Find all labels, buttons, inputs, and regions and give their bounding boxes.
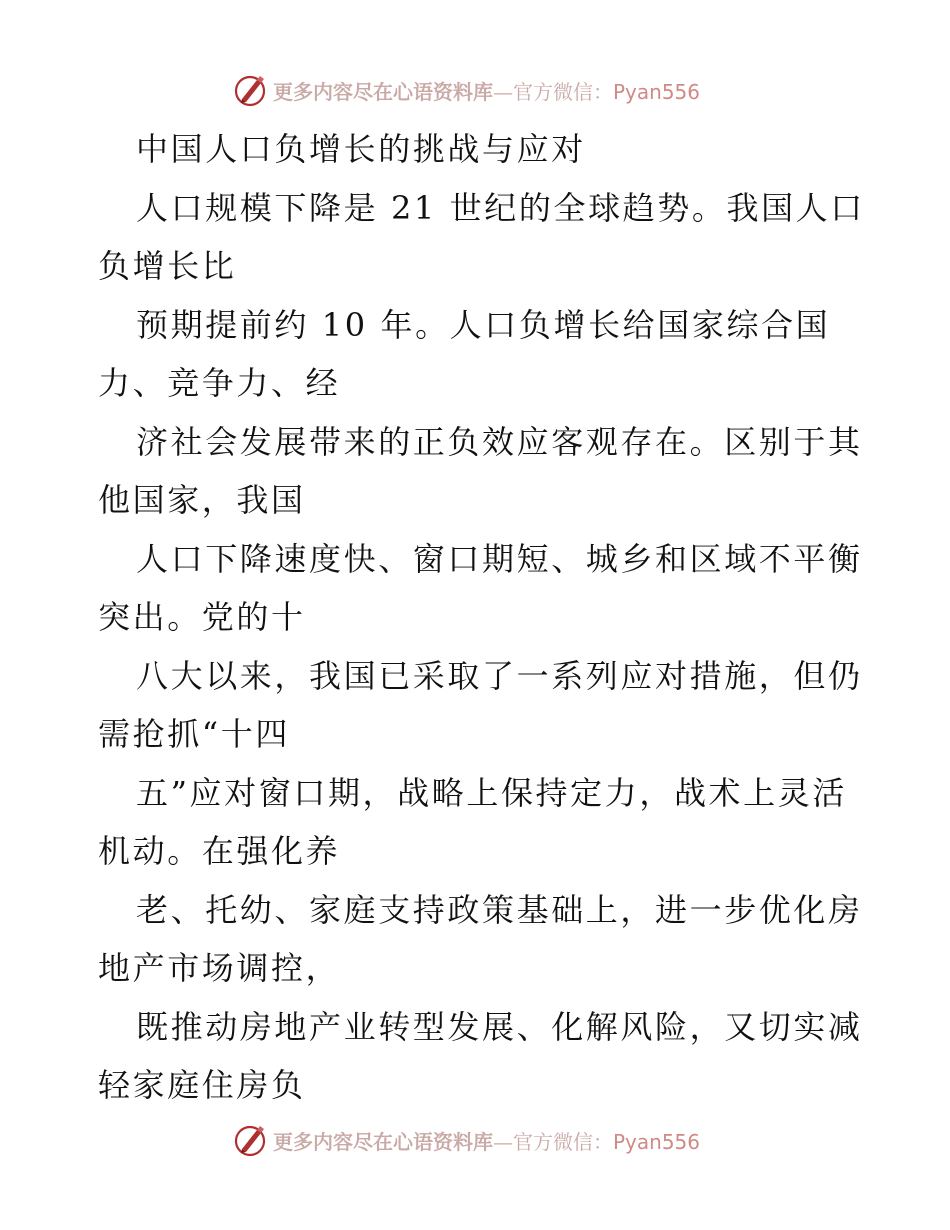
body-line: 机动。在强化养 (98, 832, 341, 870)
body-line: 济社会发展带来的正负效应客观存在。区别于其 (136, 422, 863, 461)
banner-main-text: 更多内容尽在心语资料库 (273, 79, 493, 104)
body-line: 负增长比 (98, 247, 237, 285)
document-body (98, 120, 865, 1115)
body-line: 他国家，我国 (98, 481, 306, 519)
body-line: 需抢抓“十四 (98, 715, 290, 753)
body-line: 地产市场调控， (98, 949, 341, 987)
body-line: 突出。党的十 (98, 598, 306, 636)
body-line: 人口下降速度快、窗口期短、城乡和区域不平衡 (136, 539, 863, 578)
body-line: 力、竞争力、经 (98, 364, 341, 402)
banner-dash: — (493, 1129, 513, 1154)
body-line: 老、托幼、家庭支持政策基础上，进一步优化房 (136, 890, 863, 929)
pen-logo-icon (233, 72, 269, 108)
banner-wechat-label: 官方微信： (513, 1129, 613, 1154)
body-line: 人口规模下降是 21 世纪的全球趋势。我国人口 (136, 188, 865, 227)
body-line: 八大以来，我国已采取了一系列应对措施，但仍 (136, 656, 863, 695)
banner-main-text: 更多内容尽在心语资料库 (273, 1129, 493, 1154)
banner-wechat-label: 官方微信： (513, 79, 613, 104)
body-line: 轻家庭住房负 (98, 1066, 306, 1104)
footer-banner (233, 1120, 700, 1160)
banner-dash: — (493, 79, 513, 104)
banner-wechat-id: Pyan556 (613, 79, 701, 104)
body-line: 既推动房地产业转型发展、化解风险，又切实减 (136, 1007, 863, 1046)
banner-wechat-id: Pyan556 (613, 1129, 701, 1154)
pen-logo-icon (233, 1122, 269, 1158)
document-title: 中国人口负增长的挑战与应对 (136, 130, 586, 168)
body-line: 预期提前约 10 年。人口负增长给国家综合国 (136, 305, 831, 344)
body-line: 五”应对窗口期，战略上保持定力，战术上灵活 (136, 773, 847, 812)
header-banner (233, 70, 700, 110)
